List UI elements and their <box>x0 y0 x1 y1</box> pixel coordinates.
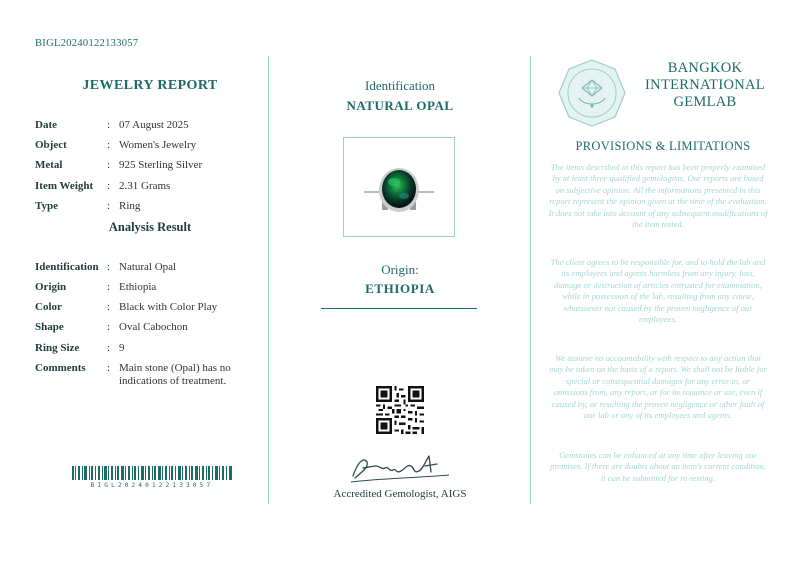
lab-logo-icon <box>557 58 627 128</box>
analysis-value: 9 <box>119 342 125 354</box>
detail-label: Item Weight <box>35 180 94 192</box>
column-divider-right <box>530 56 531 504</box>
detail-row: Type : Ring <box>35 200 265 213</box>
analysis-row: Shape : Oval Cabochon <box>35 321 265 334</box>
analysis-value: Oval Cabochon <box>119 321 188 333</box>
ring-icon <box>344 138 454 236</box>
lab-name <box>640 60 770 111</box>
lab-name-line: GEMLAB <box>673 94 737 110</box>
provisions-title: PROVISIONS & LIMITATIONS <box>575 139 751 153</box>
origin-value: ETHIOPIA <box>365 281 435 296</box>
detail-row: Date : 07 August 2025 <box>35 119 265 132</box>
barcode-text: BIGL20240122133057 <box>90 482 214 489</box>
detail-label: Object <box>35 139 67 151</box>
detail-label: Date <box>35 119 57 131</box>
gemologist-caption: Accredited Gemologist, AIGS <box>333 488 467 500</box>
origin-label: Origin: <box>381 262 419 277</box>
provisions-paragraph: The client agrees to be responsible for, and to hold the lab and its employees and agents harmless from any injury, loss, damage or destruction of articles entrusted for examination, while in possession of the lab, resulting from any cause, whatsoever not caused by the proven negligence of our employees. <box>550 257 766 325</box>
detail-value: 07 August 2025 <box>119 119 189 131</box>
analysis-label: Comments <box>35 362 86 374</box>
ring-photo <box>343 137 455 237</box>
report-id: BIGL20240122133057 <box>35 38 139 49</box>
qr-code-icon <box>376 386 424 434</box>
signature-icon <box>345 444 455 486</box>
detail-row: Metal : 925 Sterling Silver <box>35 159 265 172</box>
provisions-paragraph: Gemstones can be enhanced at any time after leaving our premises. If there are doubts about an item's current condition, it can be submitted for re-testing. <box>549 450 767 483</box>
detail-row: Object : Women's Jewelry <box>35 139 265 152</box>
detail-value: Ring <box>119 200 141 212</box>
lab-name-line: BANGKOK <box>667 60 743 76</box>
identification-label: Identification <box>364 78 436 93</box>
analysis-label: Shape <box>35 321 64 333</box>
detail-label: Metal <box>35 159 63 171</box>
column-divider-left <box>268 56 269 504</box>
provisions-paragraph: We assume no accountability with respect to any action that may be taken on the basis of a report. We shall not be liable for special or consequential damages for any error in, or omissions from, any report, or for its issuance or use, even if caused by, or resulting the proven negligence or other fault of our lab or any of its employees and agents. <box>549 353 767 421</box>
report-title: JEWELRY REPORT <box>82 78 218 93</box>
analysis-label: Color <box>35 301 62 313</box>
detail-value: 2.31 Grams <box>119 180 171 192</box>
lab-name-line: INTERNATIONAL <box>645 77 765 93</box>
analysis-value: Black with Color Play <box>119 301 218 313</box>
analysis-value: Ethiopia <box>119 281 157 293</box>
analysis-title: Analysis Result <box>108 220 192 234</box>
analysis-label: Ring Size <box>35 342 80 354</box>
barcode-icon <box>72 466 232 480</box>
analysis-value: Natural Opal <box>119 261 177 273</box>
analysis-row: Identification : Natural Opal <box>35 261 265 274</box>
analysis-value: Main stone (Opal) has no indications of treatment. <box>119 362 231 387</box>
analysis-row: Color : Black with Color Play <box>35 301 265 314</box>
detail-value: 925 Sterling Silver <box>119 159 203 171</box>
analysis-label: Identification <box>35 261 99 273</box>
origin-divider <box>321 308 477 309</box>
detail-row: Item Weight : 2.31 Grams <box>35 180 265 193</box>
provisions-paragraph: The items described in this report has been properly examined by at least three qualified gemologists. Our reports are based on subjective opinion. All the informations presented in this report represent the opinion given at the time of the evaluation. It does not take into account of any subsequent modifications of the item tested. <box>548 162 768 230</box>
analysis-row: Origin : Ethiopia <box>35 281 265 294</box>
analysis-row: Ring Size : 9 <box>35 342 265 355</box>
detail-label: Type <box>35 200 59 212</box>
analysis-label: Origin <box>35 281 67 293</box>
analysis-row: Comments : Main stone (Opal) has no indications of treatment. <box>35 362 265 388</box>
identification-value: NATURAL OPAL <box>346 98 454 113</box>
detail-value: Women's Jewelry <box>119 139 197 151</box>
